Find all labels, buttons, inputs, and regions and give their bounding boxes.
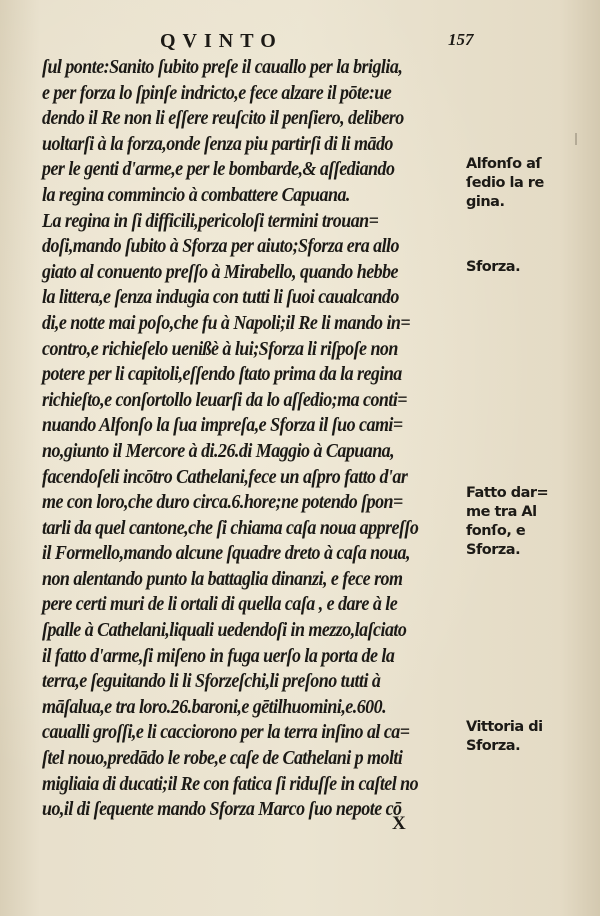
text-line: no,giunto il Mercore à di.26.di Maggio à Capuana, bbox=[42, 439, 395, 462]
marginal-note-line: Sforza. bbox=[466, 259, 521, 275]
marginal-note-line: me tra Al bbox=[466, 504, 537, 520]
text-line: facendoſeli incōtro Cathelani,fece un aſpro fatto d'ar bbox=[42, 465, 408, 488]
text-line: nuando Alfonſo la ſua impreſa,e Sforza il ſuo cami= bbox=[42, 414, 403, 437]
marginal-note-line: Sforza. bbox=[466, 542, 521, 558]
marginal-note-line: Alfonſo aſ bbox=[466, 156, 542, 172]
text-line: potere per li capitoli,eſſendo ſtato prima da la regina bbox=[42, 363, 402, 386]
text-line: uo,il di ſequente mando Sforza Marco ſuo nepote cō bbox=[42, 798, 402, 821]
page-number: 157 bbox=[448, 30, 474, 49]
text-line: uoltarſi à la forza,onde ſenza piu partirſi di li mādo bbox=[42, 132, 393, 155]
marginal-note-fatto-darme bbox=[466, 484, 596, 560]
text-line: per le genti d'arme,e per le bombarde,& aſſediando bbox=[42, 158, 395, 181]
marginal-note-sforza bbox=[466, 258, 596, 277]
text-line: terra,e ſeguitando li li Sforzeſchi,li preſono tutti à bbox=[42, 670, 381, 693]
text-line: e per forza lo ſpinſe indricto,e fece alzare il pōte:ue bbox=[42, 81, 392, 104]
page-header bbox=[0, 30, 600, 54]
marginal-note-line: Sforza. bbox=[466, 738, 521, 754]
marginal-note-line: ſedio la re bbox=[466, 175, 544, 191]
text-line: il Formello,mando alcune ſquadre dreto à caſa noua, bbox=[42, 542, 410, 565]
text-line: richieſto,e conſortollo leuarſi da lo aſſedio;ma conti= bbox=[42, 388, 408, 411]
marginal-note-line: gina. bbox=[466, 194, 505, 210]
text-line: non alentando punto la battaglia dinanzi, e fece rom bbox=[42, 567, 403, 590]
text-line: māſaluа,e tra loro.26.baroni,e gētilhuomini,e.600. bbox=[42, 695, 387, 718]
marginal-note-line: Fatto dar= bbox=[466, 485, 549, 501]
text-line: tarli da quel cantone,che ſi chiama caſa noua appreſſo bbox=[42, 516, 419, 539]
running-head: QVINTO bbox=[160, 30, 283, 52]
text-line: ſul ponte:Sanito ſubito preſe il cauallo per la briglia, bbox=[42, 56, 403, 78]
text-line: ſpalle à Cathelani,liquali uedendoſi in mezzo,laſciato bbox=[42, 619, 407, 642]
text-line: contro,e richieſelo uenißè à lui;Sforza li riſpoſe non bbox=[42, 337, 398, 360]
body-text bbox=[42, 55, 472, 823]
text-line: la regina commincio à combattere Capuana. bbox=[42, 183, 350, 206]
marginal-note-line: fonſo, e bbox=[466, 523, 526, 539]
text-line: dendo il Re non li eſſere reuſcito il penſiero, delibero bbox=[42, 107, 404, 130]
text-line: me con loro,che duro circa.6.hore;ne potendo ſpon= bbox=[42, 491, 403, 514]
text-line: migliaia di ducati;il Re con fatica ſi riduſſe in caſtel no bbox=[42, 772, 419, 795]
text-line: la littera,e ſenza indugia con tutti li ſuoi caualcando bbox=[42, 286, 399, 309]
marginal-note-alfonso-assedio bbox=[466, 155, 596, 212]
text-line: il fatto d'arme,ſi miſeno in fuga uerſo la porta de la bbox=[42, 644, 395, 667]
text-line: pere certi muri de li ortali di quella caſa , e dare à le bbox=[42, 593, 398, 616]
text-line: di,e notte mai poſo,che fu à Napoli;il Re li mando in= bbox=[42, 311, 411, 334]
signature-mark: X bbox=[392, 813, 406, 834]
marginal-note-line: Vittoria di bbox=[466, 719, 543, 735]
text-line: giato al conuento preſſo à Mirabello, quando hebbe bbox=[42, 260, 399, 283]
text-line: caualli groſſi,e li caccioronο per la terra inſino al ca= bbox=[42, 721, 410, 744]
text-line: ſtel nouo,predādo le robe,e caſe de Cathelani p molti bbox=[42, 747, 403, 770]
text-line: La regina in ſi difficili,pericoloſi termini trouan= bbox=[42, 209, 379, 232]
ink-mark bbox=[575, 133, 583, 145]
text-line: doſi,mando ſubito à Sforza per aiuto;Sforza era allo bbox=[42, 235, 399, 258]
marginal-note-vittoria bbox=[466, 718, 596, 756]
